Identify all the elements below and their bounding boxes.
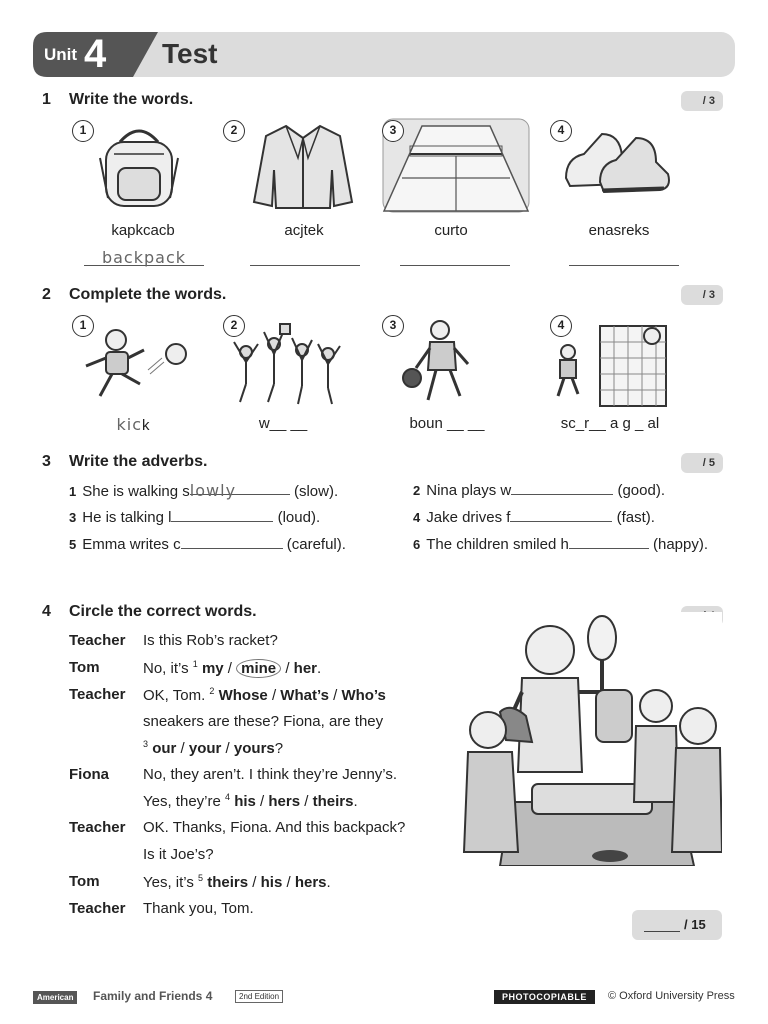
option-word[interactable]: theirs	[312, 793, 354, 810]
item-number: 3	[382, 315, 404, 337]
total-score-field[interactable]	[644, 920, 680, 932]
option-word[interactable]: our	[152, 740, 177, 757]
option-word[interactable]: his	[260, 874, 283, 891]
speaker-label: Teacher	[69, 819, 126, 836]
dialogue-line: Yes, it’s $^5$ theirs / his / hers.	[143, 873, 331, 891]
section-4-number: 4	[42, 603, 51, 620]
option-word[interactable]: his	[234, 793, 256, 810]
answer-field-2[interactable]	[250, 248, 360, 266]
edition-region-badge: American	[33, 991, 77, 1004]
goalkeeper-net-icon	[548, 322, 668, 408]
tennis-court-icon	[382, 118, 530, 213]
adverb-row-4: 4 Jake drives f (fast).	[413, 509, 655, 526]
adverb-field-2[interactable]	[511, 481, 613, 495]
dialogue-line: No, it’s $^1$ my / mine / her.	[143, 659, 322, 677]
dialogue-line: Thank you, Tom.	[143, 900, 254, 917]
adverb-row-5: 5 Emma writes c (careful).	[69, 536, 346, 553]
children-cheering-icon	[228, 322, 344, 408]
option-word-circled[interactable]: mine	[236, 659, 281, 678]
item-number: 3	[382, 120, 404, 142]
adverb-field-3[interactable]	[171, 508, 273, 522]
speaker-label: Teacher	[69, 686, 126, 703]
complete-word-3: boun __ __	[409, 415, 485, 432]
item-number: 1	[72, 120, 94, 142]
item-number: 2	[223, 120, 245, 142]
section-3-title: Write the adverbs.	[69, 453, 208, 470]
answer-field-3[interactable]	[400, 248, 510, 266]
section-2-score: / 3	[681, 285, 723, 305]
adverb-field-6[interactable]	[569, 535, 649, 549]
adverb-row-3: 3 He is talking l (loud).	[69, 509, 321, 526]
page-title: Test	[162, 38, 218, 69]
complete-word-1: kick	[116, 415, 150, 434]
answer-field-4[interactable]	[569, 248, 679, 266]
option-word[interactable]: Whose	[218, 687, 268, 704]
answer-field-1[interactable]: backpack	[84, 248, 204, 266]
option-word[interactable]: Who’s	[341, 687, 386, 704]
sneakers-icon	[560, 120, 680, 200]
section-1-score: / 3	[681, 91, 723, 111]
option-word[interactable]: yours	[233, 740, 275, 757]
item-number: 4	[550, 315, 572, 337]
dialogue-line: Yes, they’re $^4$ his / hers / theirs.	[143, 792, 358, 810]
dialogue-line: Is it Joe’s?	[143, 846, 214, 863]
speaker-label: Teacher	[69, 900, 126, 917]
adverb-row-1: 1 She is walking slowly (slow).	[69, 481, 339, 500]
item-number: 2	[223, 315, 245, 337]
scrambled-word: enasreks	[588, 222, 650, 239]
adverb-row-2: 2 Nina plays w (good).	[413, 482, 665, 499]
item-number: 4	[550, 120, 572, 142]
scrambled-word: curto	[434, 222, 468, 239]
section-1-title: Write the words.	[69, 91, 194, 108]
adverb-row-6: 6 The children smiled h (happy).	[413, 536, 709, 553]
publisher: © Oxford University Press	[608, 990, 735, 1002]
boy-kicking-ball-icon	[78, 326, 190, 406]
unit-label: Unit	[44, 45, 78, 64]
section-1-number: 1	[42, 91, 51, 108]
scrambled-word: kapkcacb	[111, 222, 175, 239]
photocopiable-badge: PHOTOCOPIABLE	[494, 990, 595, 1004]
section-3-number: 3	[42, 453, 51, 470]
speaker-label: Tom	[69, 659, 100, 676]
section-2-number: 2	[42, 286, 51, 303]
option-word[interactable]: What’s	[280, 687, 329, 704]
series-title: Family and Friends 4	[93, 989, 213, 1003]
section-4-title: Circle the correct words.	[69, 603, 257, 620]
option-word[interactable]: your	[188, 740, 222, 757]
section-2-title: Complete the words.	[69, 286, 227, 303]
option-word[interactable]: my	[201, 660, 224, 677]
dialogue-line: OK, Tom. $^2$ Whose / What’s / Who’s	[143, 686, 386, 704]
adverb-field-1[interactable]: lowly	[190, 481, 290, 495]
unit-number: 4	[84, 32, 106, 76]
adverb-field-5[interactable]	[181, 535, 283, 549]
adverb-field-4[interactable]	[510, 508, 612, 522]
edition-badge: 2nd Edition	[235, 990, 283, 1003]
speaker-label: Fiona	[69, 766, 109, 783]
complete-word-2: w__ __	[258, 415, 308, 432]
item-number: 1	[72, 315, 94, 337]
option-word[interactable]: theirs	[207, 874, 249, 891]
option-word[interactable]: hers	[268, 793, 301, 810]
dialogue-line: $^3$ our / your / yours?	[143, 739, 284, 757]
dialogue-line: sneakers are these? Fiona, are they	[143, 713, 384, 730]
speaker-label: Tom	[69, 873, 100, 890]
classroom-illustration	[460, 612, 722, 866]
dialogue-line: No, they aren’t. I think they’re Jenny’s.	[143, 766, 398, 783]
jacket-icon	[248, 118, 358, 213]
girl-bouncing-ball-icon	[398, 318, 488, 408]
option-word[interactable]: hers	[294, 874, 327, 891]
backpack-icon	[90, 118, 190, 213]
section-3-score: / 5	[681, 453, 723, 473]
complete-word-4: sc_r__ a g _ al	[560, 415, 660, 432]
speaker-label: Teacher	[69, 632, 126, 649]
dialogue-line: Is this Rob’s racket?	[143, 632, 278, 649]
total-score: / 15	[632, 910, 722, 940]
scrambled-word: acjtek	[284, 222, 324, 239]
option-word[interactable]: her	[293, 660, 318, 677]
dialogue-line: OK. Thanks, Fiona. And this backpack?	[143, 819, 406, 836]
